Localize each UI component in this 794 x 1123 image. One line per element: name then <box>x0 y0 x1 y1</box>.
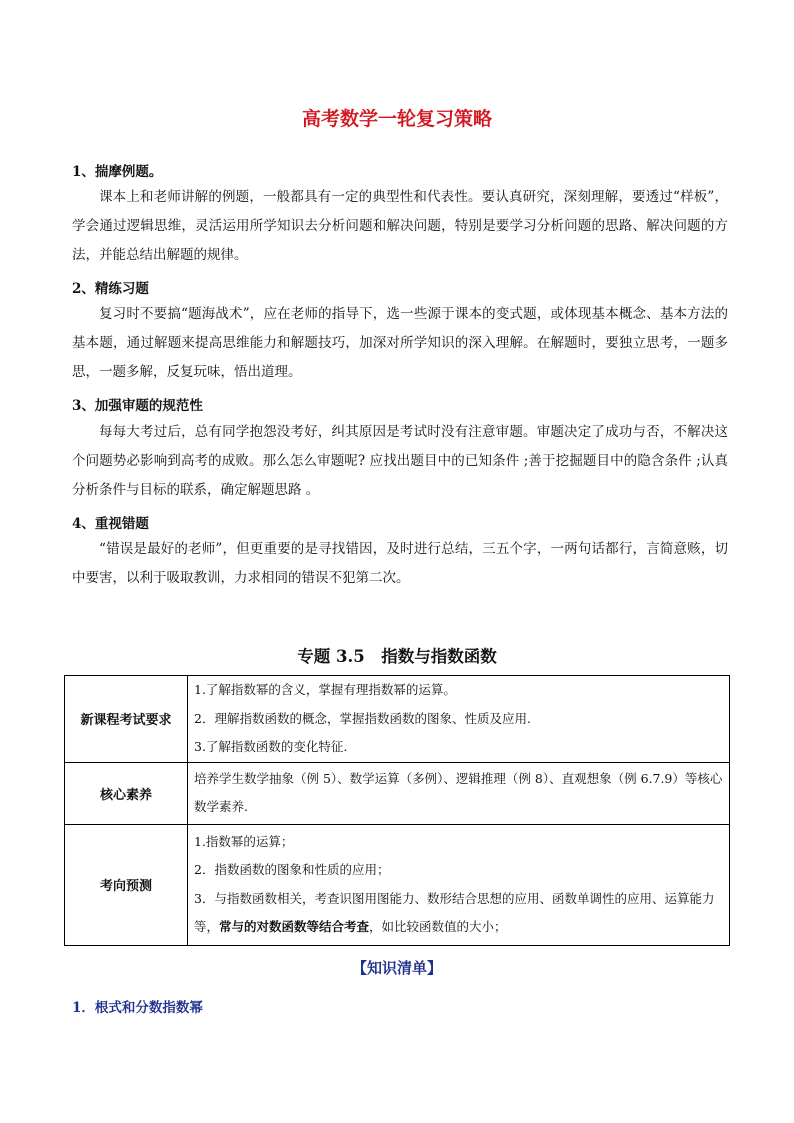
content-line: 1.指数幂的运算； <box>194 833 294 849</box>
knowledge-item-heading: 1．根式和分数指数幂 <box>72 1000 203 1016</box>
row-content <box>188 676 730 763</box>
row-label: 考向预测 <box>65 824 188 945</box>
row-label: 核心素养 <box>65 762 188 824</box>
row-content <box>188 824 730 945</box>
topic-title: 专题 3.5 指数与指数函数 <box>297 647 497 666</box>
document-title: 高考数学一轮复习策略 <box>301 108 492 130</box>
section-heading-3: 3、加强审题的规范性 <box>72 398 203 414</box>
requirements-table <box>64 675 730 946</box>
content-line: 1.了解指数幂的含义，掌握有理指数幂的运算。 <box>194 682 456 697</box>
content-text: 3．与指数函数相关，考查识图用图能力、数形结合思想的应用、函数单调性的应用、运算能力等， <box>194 890 715 934</box>
content-line <box>194 885 723 942</box>
content-line: 2．指数函数的图象和性质的应用； <box>194 862 390 877</box>
row-content <box>188 762 730 824</box>
section-body-3: 每每大考过后，总有同学抱怨没考好，纠其原因是考试时没有注意审题。审题决定了成功与否，不解决这个问题势必影响到高考的成败。那么怎么审题呢? 应找出题目中的已知条件 ;善于挖掘题目中的隐含条件 ;认真分析条件与目标的联系，确定解题思路 。 <box>72 424 728 499</box>
content-line: 3.了解指数函数的变化特征. <box>194 739 348 754</box>
section-body-4: “错误是最好的老师”，但更重要的是寻找错因，及时进行总结，三五个字，一两句话都行，言简意赅，切中要害，以利于吸取教训，力求相同的错误不犯第二次。 <box>72 541 728 587</box>
emphasis-text: 常与的对数函数等结合考查 <box>219 919 370 934</box>
row-label: 新课程考试要求 <box>65 676 188 763</box>
table-row <box>65 676 730 763</box>
knowledge-list-title: 【知识清单】 <box>351 959 442 977</box>
section-body-1: 课本上和老师讲解的例题，一般都具有一定的典型性和代表性。要认真研究，深刻理解，要透过“样板”，学会通过逻辑思维，灵活运用所学知识去分析问题和解决问题，特别是要学习分析问题的思路、解决问题的方法，并能总结出解题的规律。 <box>72 189 728 264</box>
section-heading-4: 4、重视错题 <box>72 516 149 532</box>
content-text: ，如比较函数值的大小； <box>369 919 507 934</box>
content-line: 2．理解指数函数的概念，掌握指数函数的图象、性质及应用. <box>194 710 531 726</box>
section-heading-2: 2、精练习题 <box>72 281 149 297</box>
section-heading-1: 1、揣摩例题。 <box>72 164 163 180</box>
table-row <box>65 824 730 945</box>
table-row <box>65 762 730 824</box>
content-line: 培养学生数学抽象（例 5）、数学运算（多例）、逻辑推理（例 8）、直观想象（例 6.7.9）等核心数学素养. <box>194 770 723 814</box>
section-body-2: 复习时不要搞“题海战术”，应在老师的指导下，选一些源于课本的变式题，或体现基本概念、基本方法的基本题，通过解题来提高思维能力和解题技巧，加深对所学知识的深入理解。在解题时，要独立思考，一题多思，一题多解，反复玩味，悟出道理。 <box>72 306 728 381</box>
